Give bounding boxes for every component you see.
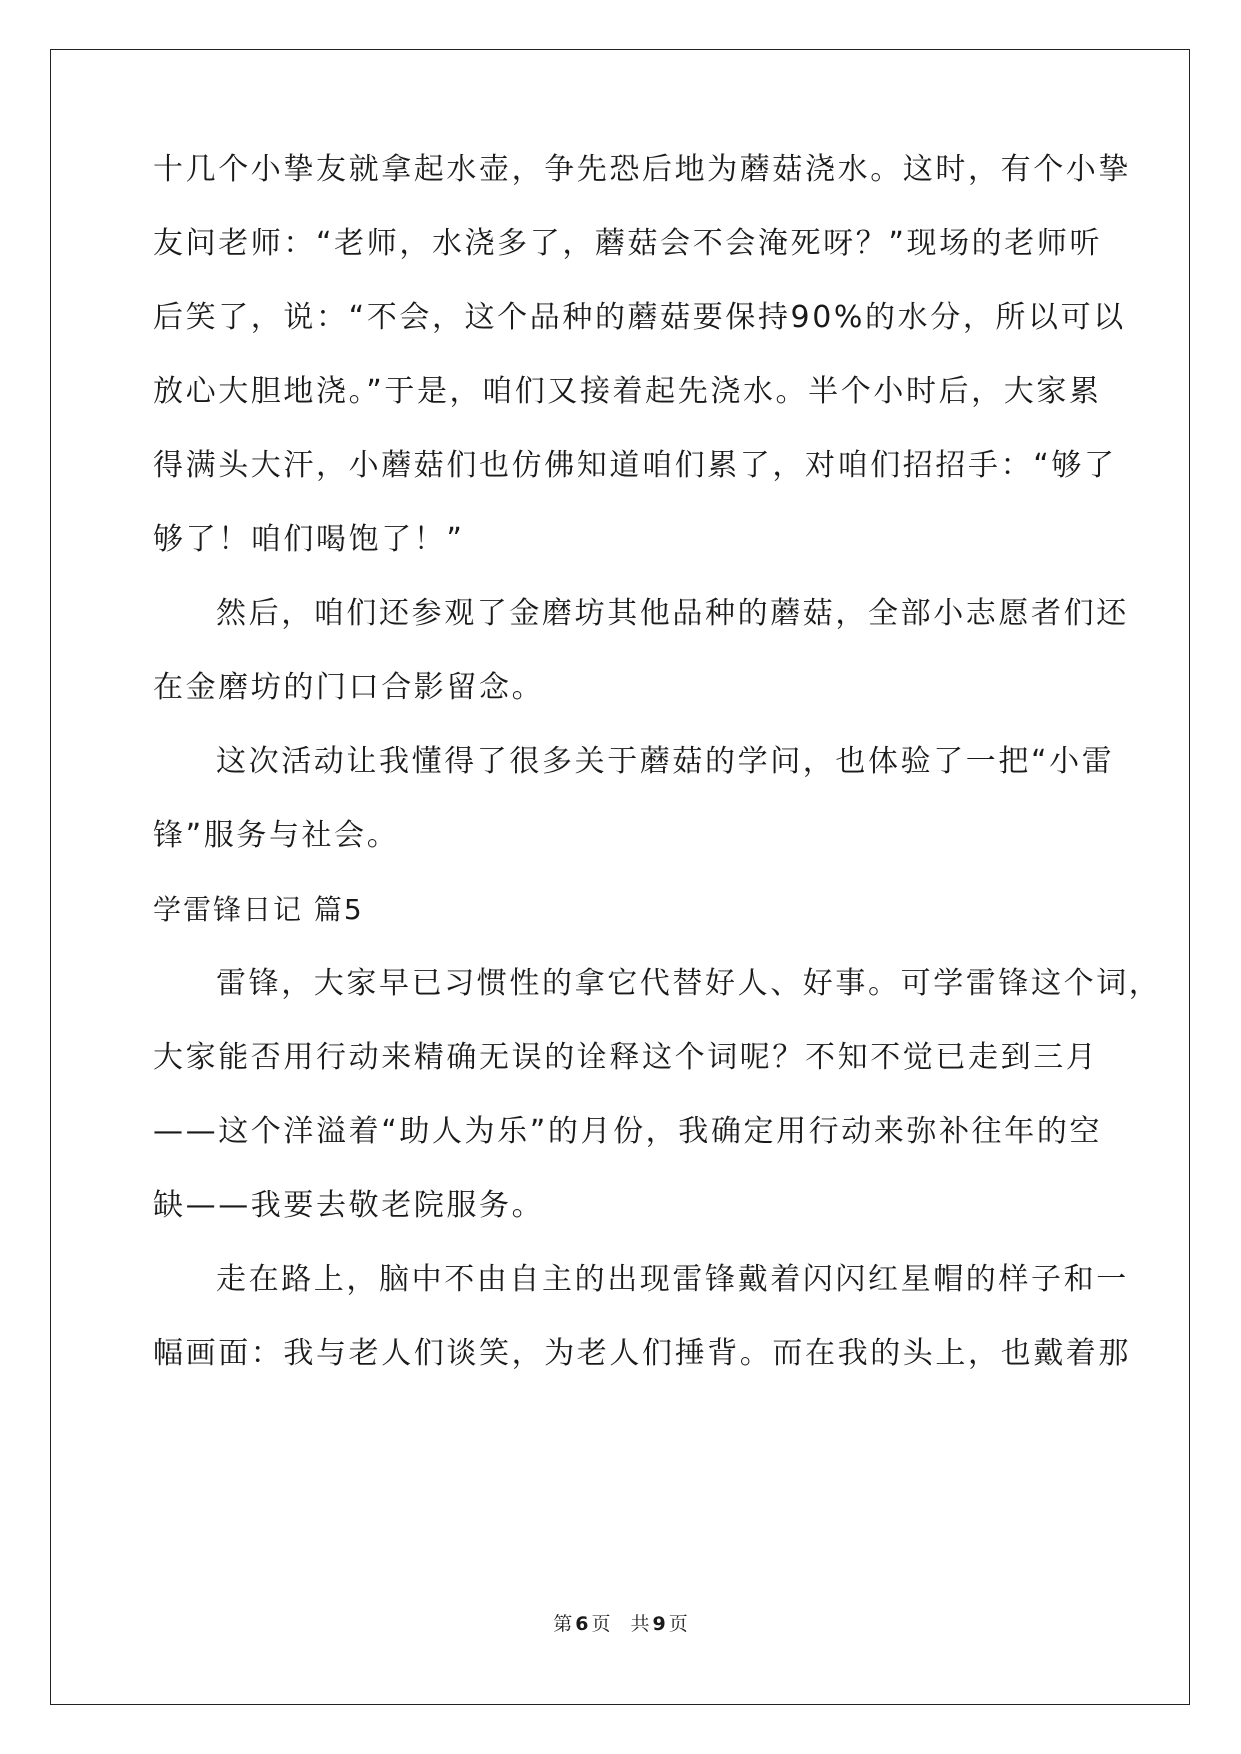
text-line: 锋”服务与社会。 — [153, 818, 400, 853]
text-line: 放心大胆地浇。”于是，咱们又接着起先浇水。半个小时后，大家累 — [153, 374, 1102, 409]
total-prefix: 共 — [630, 1613, 650, 1635]
text-line: 走在路上，脑中不由自主的出现雷锋戴着闪闪红星帽的样子和一 — [216, 1262, 1129, 1297]
text-line: ——这个洋溢着“助人为乐”的月份，我确定用行动来弥补往年的空 — [153, 1114, 1103, 1149]
page-prefix: 第 — [553, 1613, 573, 1635]
text-line: 缺——我要去敬老院服务。 — [153, 1188, 545, 1223]
total-page-count: 9 — [652, 1613, 666, 1635]
text-line: 这次活动让我懂得了很多关于蘑菇的学问，也体验了一把“小雷 — [216, 744, 1115, 779]
text-line: 雷锋，大家早已习惯性的拿它代替好人、好事。可学雷锋这个词， — [216, 966, 1162, 1001]
total-unit: 页 — [668, 1613, 688, 1635]
text-line: 大家能否用行动来精确无误的诠释这个词呢？不知不觉已走到三月 — [153, 1040, 1099, 1075]
current-page-number: 6 — [575, 1613, 589, 1635]
text-line: 幅画面：我与老人们谈笑，为老人们捶背。而在我的头上，也戴着那 — [153, 1336, 1131, 1371]
text-line: 十几个小挚友就拿起水壶，争先恐后地为蘑菇浇水。这时，有个小挚 — [153, 152, 1131, 187]
page-unit: 页 — [591, 1613, 611, 1635]
text-line: 得满头大汗，小蘑菇们也仿佛知道咱们累了，对咱们招招手：“够了 — [153, 448, 1117, 483]
section-heading: 学雷锋日记 篇5 — [153, 893, 364, 926]
text-line: 友问老师：“老师，水浇多了，蘑菇会不会淹死呀？”现场的老师听 — [153, 226, 1103, 261]
text-line: 够了！咱们喝饱了！” — [153, 522, 465, 557]
text-line: 后笑了，说：“不会，这个品种的蘑菇要保持90%的水分，所以可以 — [153, 300, 1126, 335]
text-line: 在金磨坊的门口合影留念。 — [153, 670, 545, 705]
text-line: 然后，咱们还参观了金磨坊其他品种的蘑菇，全部小志愿者们还 — [216, 596, 1129, 631]
page-footer — [0, 1611, 1241, 1637]
